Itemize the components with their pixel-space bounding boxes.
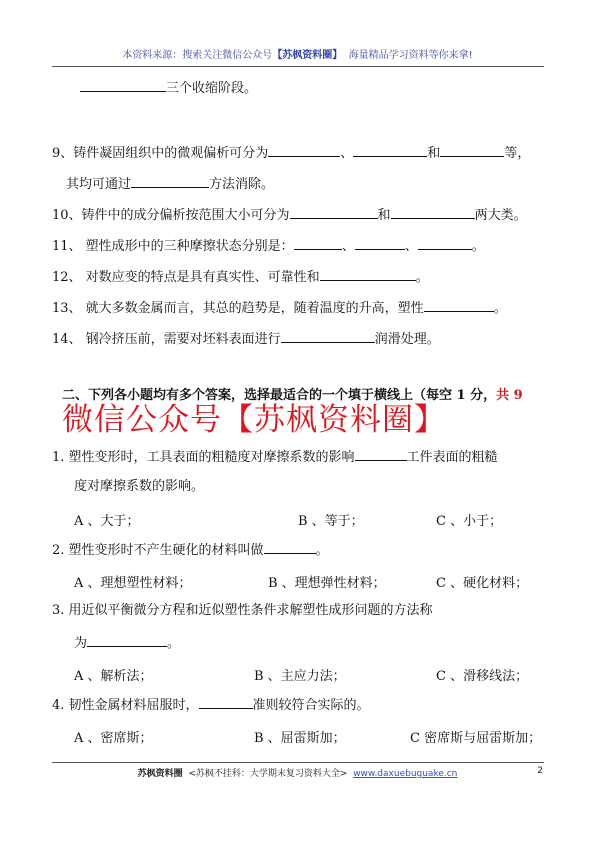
footer-rule [52, 762, 544, 763]
question-11 [52, 237, 485, 255]
question-text: 、 [340, 146, 354, 161]
question-text: 两大类。 [474, 208, 527, 223]
answer-blank[interactable] [320, 268, 416, 281]
answer-blank[interactable] [355, 448, 407, 461]
footer-text: <苏枫不挂科：大学期末复习资料大全> [188, 769, 348, 779]
choice-3-option-b[interactable]: B 、主应力法； [254, 669, 346, 684]
choice-question-2 [52, 541, 329, 559]
answer-blank[interactable] [281, 330, 375, 343]
answer-blank[interactable] [353, 144, 427, 157]
question-text: 10、铸件中的成分偏析按范围大小可分为 [52, 208, 290, 223]
answer-blank[interactable] [418, 237, 472, 250]
section-title-score: 共 9 [496, 388, 523, 403]
question-10 [52, 206, 527, 224]
question-text: 和 [427, 146, 441, 161]
question-9 [52, 144, 530, 162]
question-text: 11、 塑性成形中的三种摩擦状态分别是： [52, 239, 294, 254]
question-text: 方法消除。 [209, 177, 275, 192]
question-text: 12、 对数应变的特点是具有真实性、可靠性和 [52, 270, 320, 285]
choice-4-option-a[interactable]: A 、密席斯； [74, 731, 153, 746]
choice-question-1 [52, 448, 498, 466]
question-text: 和 [377, 208, 391, 223]
choice-2-option-a[interactable]: A 、理想塑性材料； [74, 576, 192, 591]
question-text: 9、铸件凝固组织中的微观偏析可分为 [52, 146, 269, 161]
answer-blank[interactable] [264, 541, 316, 554]
question-text: 。 [493, 301, 507, 316]
question-text: 。 [415, 270, 429, 285]
answer-blank[interactable] [424, 299, 494, 312]
choice-1-option-b[interactable]: B 、等于； [298, 514, 364, 529]
question-text: 、 [341, 239, 355, 254]
answer-blank[interactable] [290, 206, 378, 219]
header-rule [52, 66, 544, 67]
header-prefix: 本资料来源：搜索关注微信公众号 [122, 50, 273, 61]
answer-blank[interactable] [87, 634, 167, 647]
question-text: 准则较符合实际的。 [252, 698, 370, 713]
choice-2-option-c[interactable]: C 、硬化材料； [436, 576, 529, 591]
question-text: 。 [167, 636, 181, 651]
page-footer [0, 766, 595, 779]
choice-3-option-a[interactable]: A 、解析法； [74, 669, 153, 684]
footer-link[interactable]: www.daxuebuguake.cn [353, 769, 458, 779]
question-text: 三个收缩阶段。 [166, 81, 258, 96]
choice-2-option-b[interactable]: B 、理想弹性材料； [268, 576, 386, 591]
answer-blank[interactable] [268, 144, 340, 157]
question-8-tail [80, 79, 257, 97]
choice-question-1-cont: 度对摩擦系数的影响。 [74, 479, 205, 494]
question-text: 14、 钢冷挤压前，需要对坯料表面进行 [52, 332, 281, 347]
answer-blank[interactable] [355, 237, 405, 250]
answer-blank[interactable] [294, 237, 342, 250]
page-header [0, 46, 595, 61]
page-number: 2 [537, 766, 543, 776]
choice-question-3-cont [74, 634, 180, 652]
question-13 [52, 299, 507, 317]
choice-1-option-c[interactable]: C 、小于； [436, 514, 503, 529]
answer-blank[interactable] [440, 144, 504, 157]
question-12 [52, 268, 429, 286]
answer-blank[interactable] [199, 696, 253, 709]
answer-blank[interactable] [391, 206, 475, 219]
watermark-text: 微信公众号【苏枫资料圈】 [62, 402, 446, 438]
question-text: 1. 塑性变形时，工具表面的粗糙度对摩擦系数的影响 [52, 450, 355, 465]
question-text: 4. 韧性金属材料屈服时， [52, 698, 199, 713]
question-text: 其均可通过 [66, 177, 132, 192]
answer-blank[interactable] [131, 175, 209, 188]
choice-4-option-c[interactable]: C 密席斯与屈雷斯加； [410, 731, 542, 746]
question-text: 。 [315, 543, 329, 558]
question-text: 润滑处理。 [374, 332, 440, 347]
question-14 [52, 330, 440, 348]
question-9-cont [66, 175, 274, 193]
question-text: 。 [471, 239, 485, 254]
choice-question-4 [52, 696, 370, 714]
choice-4-option-b[interactable]: B 、屈雷斯加； [254, 731, 346, 746]
choice-3-option-c[interactable]: C 、滑移线法； [436, 669, 529, 684]
footer-brand: 苏枫资料圈 [137, 769, 183, 779]
header-suffix: 海量精品学习资料等你来拿! [348, 50, 473, 61]
question-text: 为 [74, 636, 88, 651]
answer-blank[interactable] [80, 79, 166, 92]
question-text: 2. 塑性变形时不产生硬化的材料叫做 [52, 543, 264, 558]
choice-question-3: 3. 用近似平衡微分方程和近似塑性条件求解塑性成形问题的方法称 [52, 603, 433, 618]
header-brand: 【苏枫资料圈】 [272, 50, 343, 61]
question-text: 工件表面的粗糙 [406, 450, 498, 465]
question-text: 等， [504, 146, 531, 161]
choice-1-option-a[interactable]: A 、大于； [74, 514, 140, 529]
section-title-text: 二、下列各小题均有多个答案，选择最适合的一个填于横线上（每空 1 分， [62, 388, 497, 403]
question-text: 、 [404, 239, 418, 254]
question-text: 13、 就大多数金属而言，其总的趋势是，随着温度的升高，塑性 [52, 301, 424, 316]
